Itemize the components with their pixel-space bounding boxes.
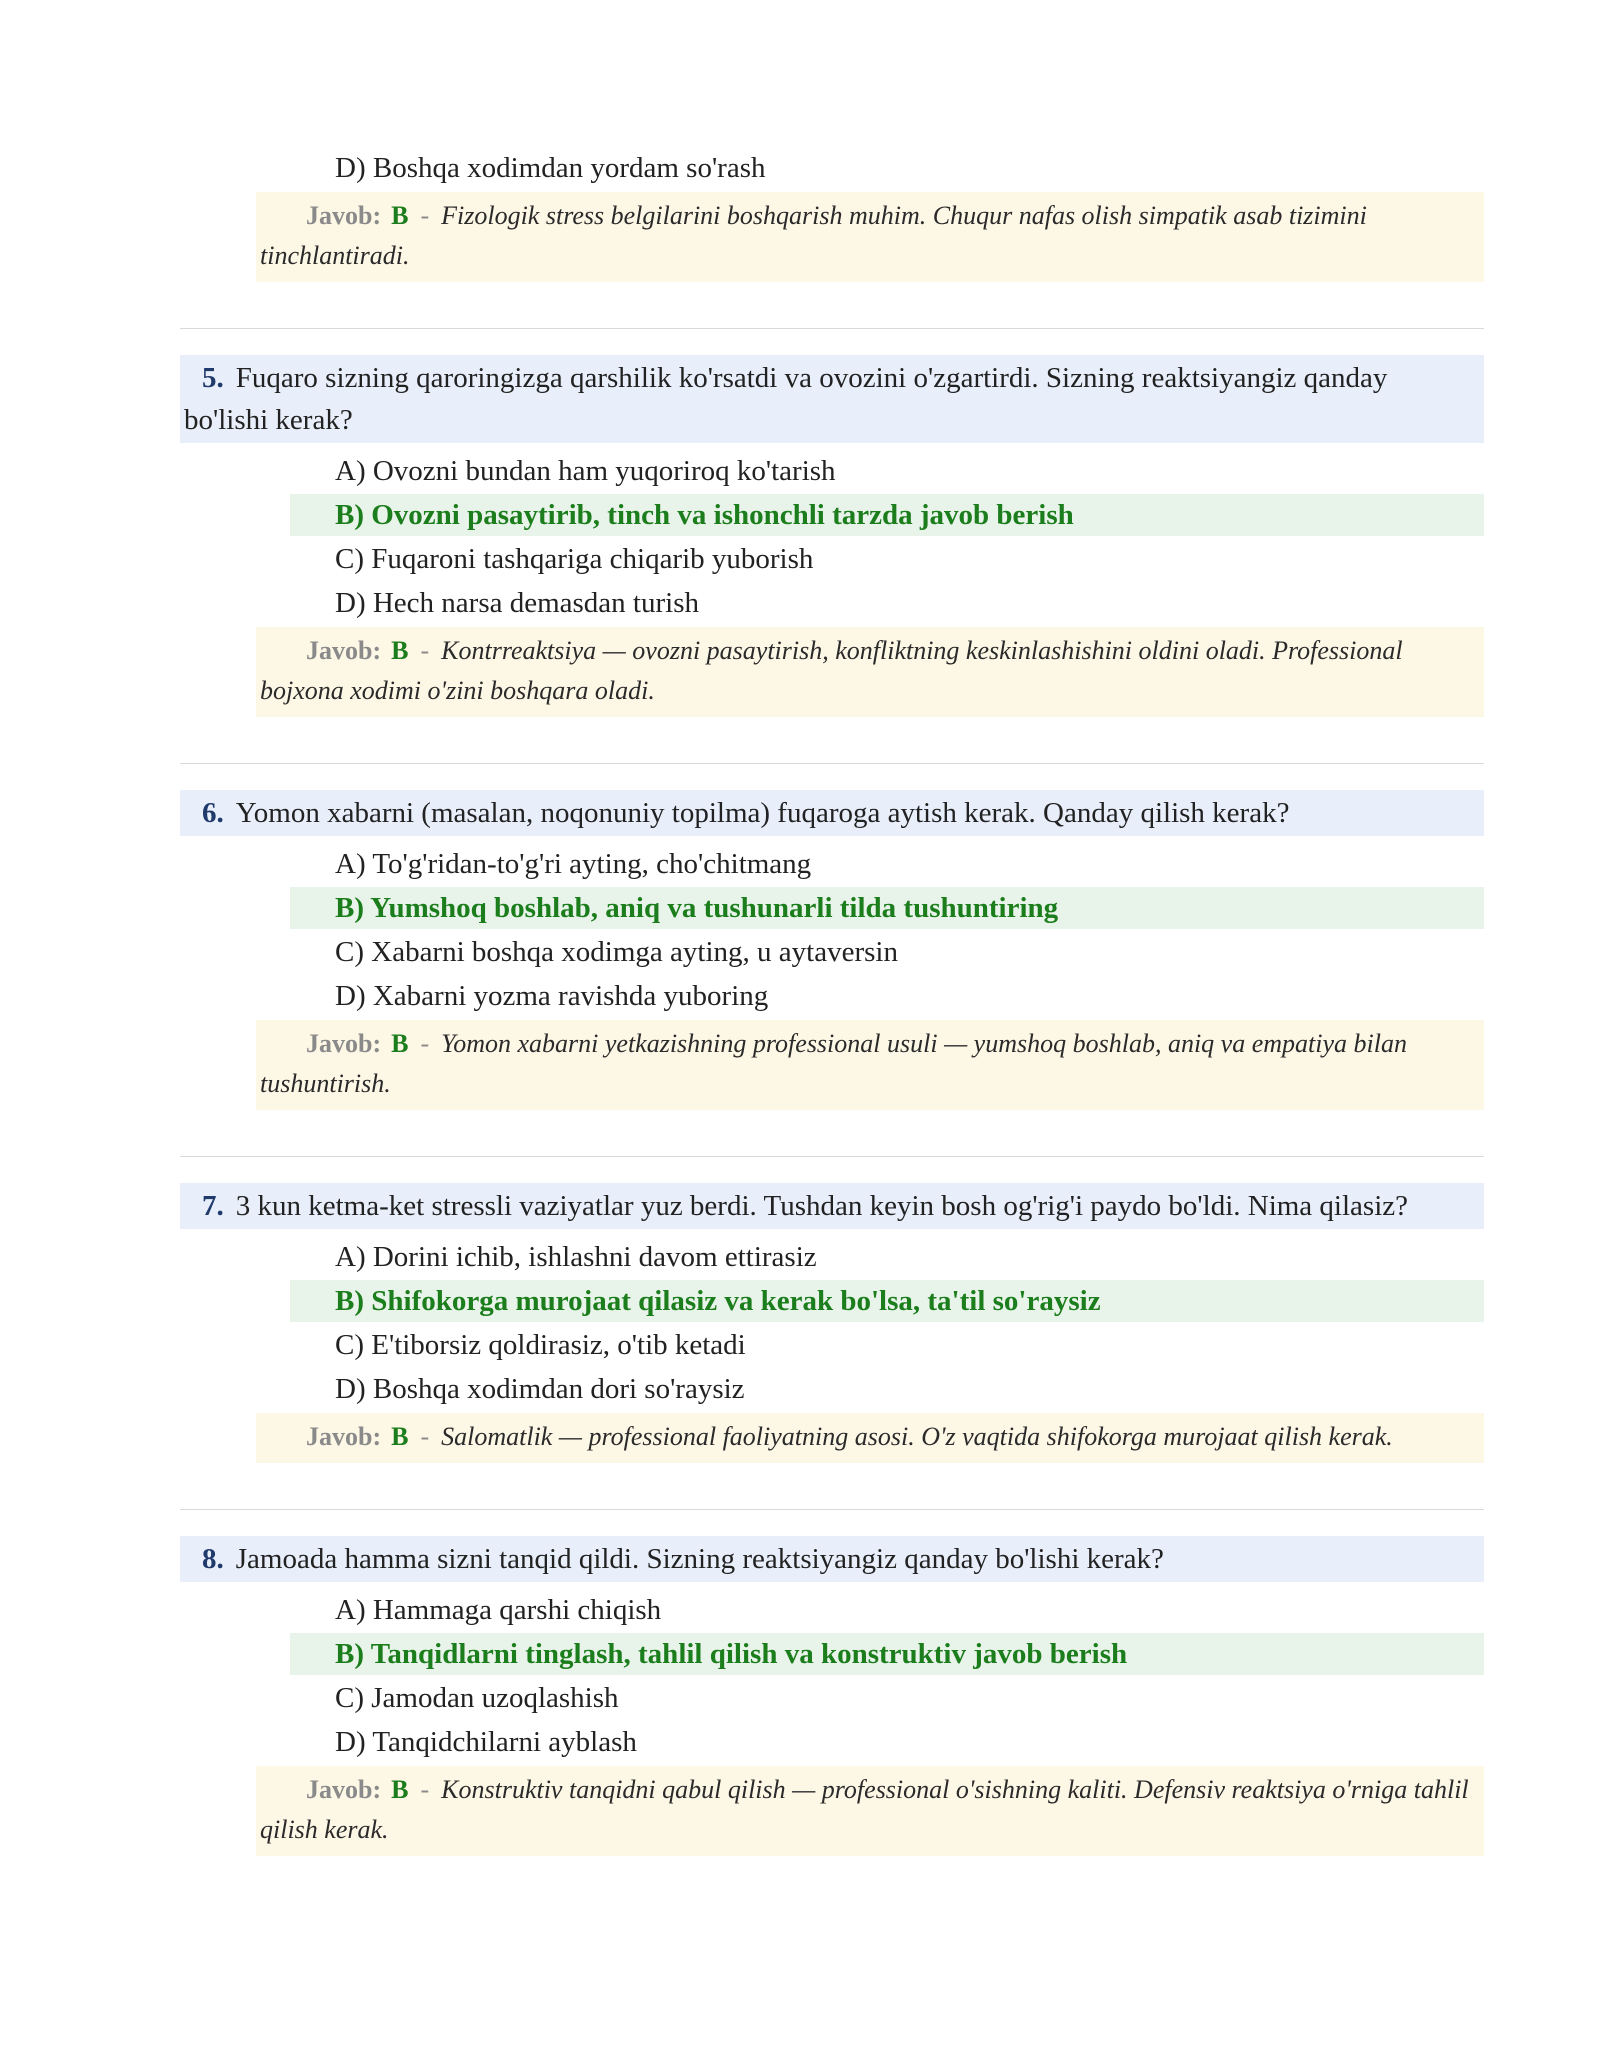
options-list — [180, 1235, 1484, 1411]
answer-explanation: Salomatlik — professional faoliyatning asosi. O'z vaqtida shifokorga murojaat qilish kerak. — [441, 1422, 1393, 1451]
question-text: 3 kun ketma-ket stressli vaziyatlar yuz berdi. Tushdan keyin bosh og'rig'i paydo bo'ldi. Nima qilasiz? — [235, 1190, 1408, 1222]
option-b-correct: B) Tanqidlarni tinglash, tahlil qilish va konstruktiv javob berish — [290, 1633, 1484, 1675]
answer-letter: B — [391, 1422, 409, 1451]
question-text-box — [180, 355, 1484, 443]
option-d: D) Xabarni yozma ravishda yuboring — [335, 980, 769, 1012]
option-d: D) Boshqa xodimdan dori so'raysiz — [335, 1373, 745, 1405]
option-c: C) Fuqaroni tashqariga chiqarib yuborish — [335, 543, 814, 575]
answer-label: Javob: — [306, 636, 382, 665]
question-text: Fuqaro sizning qaroringizga qarshilik ko'rsatdi va ovozini o'zgartirdi. Sizning reaktsiyangiz qanday bo'lishi kerak? — [184, 362, 1388, 436]
answer-letter: B — [391, 636, 409, 665]
answer-dash: - — [420, 1775, 430, 1804]
answer-box — [256, 1020, 1484, 1110]
answer-box — [256, 627, 1484, 717]
question-text: Yomon xabarni (masalan, noqonuniy topilma) fuqaroga aytish kerak. Qanday qilish kerak? — [235, 797, 1290, 829]
question-block — [180, 1536, 1484, 1856]
option-c: C) Xabarni boshqa xodimga ayting, u aytaversin — [335, 936, 898, 968]
answer-explanation: Konstruktiv tanqidni qabul qilish — professional o'sishning kaliti. Defensiv reaktsiya o'rniga tahlil qilish kerak. — [260, 1775, 1469, 1844]
answer-label: Javob: — [306, 1029, 382, 1058]
question-block — [180, 1183, 1484, 1463]
question-number: 8. — [202, 1543, 224, 1575]
divider — [180, 1156, 1484, 1157]
question-text: Jamoada hamma sizni tanqid qildi. Sizning reaktsiyangiz qanday bo'lishi kerak? — [235, 1543, 1164, 1575]
option-d: D) Boshqa xodimdan yordam so'rash — [335, 152, 766, 184]
answer-label: Javob: — [306, 1775, 382, 1804]
answer-letter: B — [391, 201, 409, 230]
question-text-box — [180, 1536, 1484, 1582]
answer-box — [256, 192, 1484, 282]
answer-explanation: Kontrreaktsiya — ovozni pasaytirish, konfliktning keskinlashishini oldini oladi. Professional bojxona xodimi o'zini boshqara oladi. — [260, 636, 1403, 705]
option-a: A) To'g'ridan-to'g'ri ayting, cho'chitmang — [335, 848, 812, 880]
answer-dash: - — [420, 636, 430, 665]
option-b-correct: B) Yumshoq boshlab, aniq va tushunarli tilda tushuntiring — [290, 887, 1484, 929]
option-c: C) Jamodan uzoqlashish — [335, 1682, 619, 1714]
options-list — [180, 1588, 1484, 1764]
answer-dash: - — [420, 1029, 430, 1058]
question-block — [180, 790, 1484, 1110]
answer-explanation: Fizologik stress belgilarini boshqarish muhim. Chuqur nafas olish simpatik asab tizimini tinchlantiradi. — [260, 201, 1367, 270]
question-number: 7. — [202, 1190, 224, 1222]
answer-dash: - — [420, 201, 430, 230]
answer-explanation: Yomon xabarni yetkazishning professional usuli — yumshoq boshlab, aniq va empatiya bilan tushuntirish. — [260, 1029, 1407, 1098]
answer-box — [256, 1766, 1484, 1856]
answer-letter: B — [391, 1775, 409, 1804]
question-number: 6. — [202, 797, 224, 829]
question-block — [180, 355, 1484, 717]
divider — [180, 763, 1484, 764]
answer-dash: - — [420, 1422, 430, 1451]
divider — [180, 328, 1484, 329]
option-b-correct: B) Ovozni pasaytirib, tinch va ishonchli tarzda javob berish — [290, 494, 1484, 536]
option-a: A) Ovozni bundan ham yuqoriroq ko'tarish — [335, 455, 836, 487]
answer-label: Javob: — [306, 201, 382, 230]
question-number: 5. — [202, 362, 224, 394]
question-text-box — [180, 790, 1484, 836]
divider — [180, 1509, 1484, 1510]
option-a: A) Dorini ichib, ishlashni davom ettirasiz — [335, 1241, 817, 1273]
option-b-correct: B) Shifokorga murojaat qilasiz va kerak bo'lsa, ta'til so'raysiz — [290, 1280, 1484, 1322]
answer-letter: B — [391, 1029, 409, 1058]
options-list — [180, 449, 1484, 625]
quiz-page — [180, 146, 1484, 1856]
option-d: D) Tanqidchilarni ayblash — [335, 1726, 637, 1758]
options-list — [180, 842, 1484, 1018]
answer-label: Javob: — [306, 1422, 382, 1451]
option-a: A) Hammaga qarshi chiqish — [335, 1594, 662, 1626]
answer-box — [256, 1413, 1484, 1463]
option-c: C) E'tiborsiz qoldirasiz, o'tib ketadi — [335, 1329, 746, 1361]
option-d: D) Hech narsa demasdan turish — [335, 587, 699, 619]
question-text-box — [180, 1183, 1484, 1229]
